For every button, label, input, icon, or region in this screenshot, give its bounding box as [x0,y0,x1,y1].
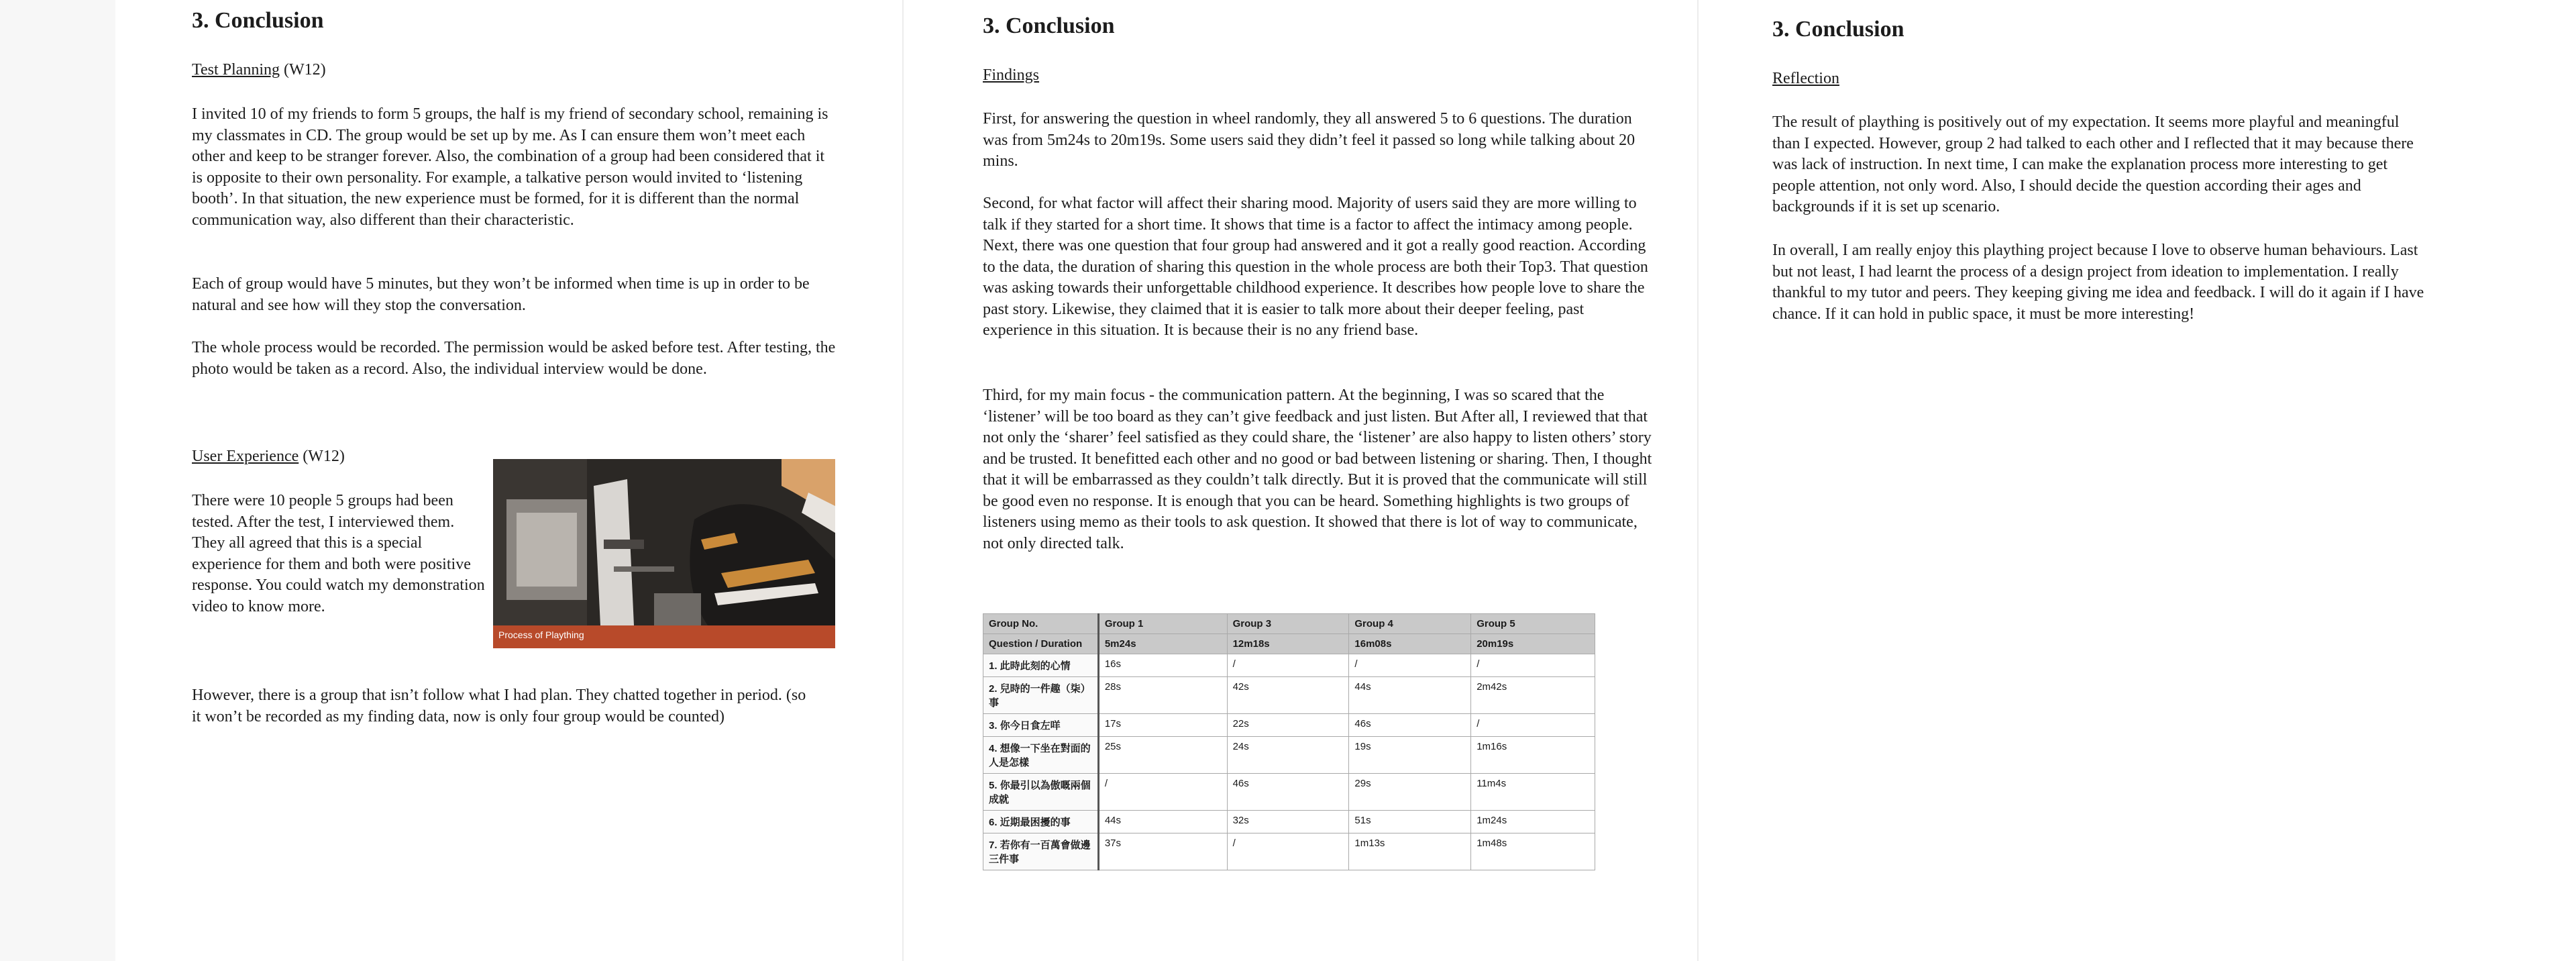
table-header-cell: Group 5 [1471,614,1595,634]
table-question-cell: 2. 兒時的一件趣（柒）事 [983,677,1099,714]
document-page-right [1699,0,2576,961]
table-cell: 51s [1349,811,1471,833]
table-cell: 17s [1098,714,1227,737]
page-title: 3. Conclusion [983,13,1115,38]
table-header-cell: Group 4 [1349,614,1471,634]
photo-caption: Process of Plaything [498,629,584,640]
table-question-cell: 7. 若你有一百萬會做邊三件事 [983,833,1099,870]
paragraph: I invited 10 of my friends to form 5 groups, the half is my friend of secondary school, remaining is my classmates in CD. The group would be set up by me. As I can ensure them won’t meet each other and keep to be stranger forever. Also, the combination of a group had been considered that it is opposite to their own personality. For example, a talkative person would invited to ‘listening booth’. In that situation, the new experience must be formed, for it is different than the normal communication way, also different than their characteristic. [192,105,828,229]
table-header-cell: 5m24s [1098,634,1227,654]
process-photo [493,459,835,648]
section-heading-label: Reflection [1772,70,1839,87]
table-cell: / [1098,774,1227,811]
paragraph: In overall, I am really enjoy this plaything project because I love to observe human behaviours. Last but not least, I had learnt the process of a design project from ideation to implementation. I really thankful to my tutor and peers. They keeping giving me idea and feedback. I will do it again if I have chance. If it can hold in public space, it must be more interesting! [1772,242,2424,323]
table-question-cell: 6. 近期最困擾的事 [983,811,1099,833]
table-row [983,654,1595,677]
table-row [983,714,1595,737]
table-question-cell: 3. 你今日食左咩 [983,714,1099,737]
table-row [983,737,1595,774]
table-cell: / [1227,833,1349,870]
table-header-cell: Group No. [983,614,1099,634]
paragraph: The result of plaything is positively out of my expectation. It seems more playful and meaningful than I expected. However, group 2 had talked to each other and I reflected that it may because there was lack of instruction. In next time, I can make the explanation process more interesting to get people attention, not only word. Also, I should decide the question according their ages and backgrounds if it is set up scenario. [1772,113,2414,215]
document-page-left [0,0,902,961]
paragraph: Each of group would have 5 minutes, but they won’t be informed when time is up in order to be natural and see how will they stop the conversation. [192,275,810,314]
photo-caption-bar [493,625,835,648]
table-cell: 1m13s [1349,833,1471,870]
table-cell: 19s [1349,737,1471,774]
section-heading-label: Findings [983,66,1040,84]
table-cell: 11m4s [1471,774,1595,811]
table-cell: / [1349,654,1471,677]
paragraph: Third, for my main focus - the communication pattern. At the beginning, I was so scared that the ‘listener’ will be too board as they can’t give feedback and just listen. But After all, I reviewed that that not only the ‘sharer’ feel satisfied as they could share, the ‘listener’ are also happy to listen others’ story and be trusted. It benefitted each other and no good or bad between listening or sharing. Then, I thought that it will be embarrassed as they couldn’t talk directly. But it is proved that the communicate will still be good even no response. It is enough that you can be heard. Something highlights is two groups of listeners using memo as their tools to ask question. It showed that there is lot of way to communicate, not only directed talk. [983,387,1652,552]
table-header-cell: Question / Duration [983,634,1099,654]
table-header-cell: 12m18s [1227,634,1349,654]
table-question-cell: 1. 此時此刻的心情 [983,654,1099,677]
section-week: (W12) [303,448,345,465]
photo-illustration [493,459,835,648]
paragraph: First, for answering the question in wheel randomly, they all answered 5 to 6 questions. The duration was from 5m24s to 20m19s. Some users said they didn’t feel it passed so long while talking about 20 mins. [983,110,1635,170]
results-table [983,613,1595,870]
paragraph: Second, for what factor will affect their sharing mood. Majority of users said they are more willing to talk if they started for a short time. It shows that time is a factor to affect the intimacy among people. Next, there was one question that four group had answered and it got a really good reaction. According to the data, the duration of sharing this question in the whole process are both their Top3. That question was asking towards their unforgettable childhood experience. It describes how people love to share the past story. Likewise, they claimed that it is easier to talk more about their deeper feeling, past experience in this situation. It is because their is no any friend base. [983,195,1648,339]
paragraph: There were 10 people 5 groups had been tested. After the test, I interviewed them. They all agreed that this is a special experience for them and both were positive response. You could watch my demonstration video to know more. [192,492,485,615]
section-heading-findings [983,67,1039,83]
table-cell: 22s [1227,714,1349,737]
table-duration-row [983,634,1595,654]
document-page-middle [904,0,1697,961]
page-title: 3. Conclusion [192,8,324,33]
table-cell: 25s [1098,737,1227,774]
table-row [983,774,1595,811]
section-week: (W12) [283,61,326,79]
section-heading-label: Test Planning [192,61,280,79]
table-header-cell: 20m19s [1471,634,1595,654]
section-heading-label: User Experience [192,448,299,465]
table-cell: 44s [1349,677,1471,714]
section-heading-user-experience [192,448,345,464]
section-heading-reflection [1772,70,1839,87]
table-header-cell: Group 1 [1098,614,1227,634]
table-cell: 2m42s [1471,677,1595,714]
table-cell: 29s [1349,774,1471,811]
table-cell: 1m48s [1471,833,1595,870]
table-cell: 24s [1227,737,1349,774]
table-row [983,833,1595,870]
table-row [983,677,1595,714]
table-header-cell: Group 3 [1227,614,1349,634]
table-cell: 1m16s [1471,737,1595,774]
table-cell: / [1471,714,1595,737]
paragraph: However, there is a group that isn’t follow what I had plan. They chatted together in period. (so it won’t be recorded as my finding data, now is only four group would be counted) [192,687,806,725]
table-cell: 42s [1227,677,1349,714]
table-cell: 46s [1349,714,1471,737]
table-cell: 46s [1227,774,1349,811]
section-heading-test-planning [192,62,326,78]
table-cell: 1m24s [1471,811,1595,833]
table-header-row [983,614,1595,634]
table-question-cell: 5. 你最引以為傲嘅兩個成就 [983,774,1099,811]
table-cell: 16s [1098,654,1227,677]
table-cell: 37s [1098,833,1227,870]
table-cell: 44s [1098,811,1227,833]
table-cell: 28s [1098,677,1227,714]
paragraph: The whole process would be recorded. The permission would be asked before test. After testing, the photo would be taken as a record. Also, the individual interview would be done. [192,339,836,378]
table-header-cell: 16m08s [1349,634,1471,654]
table-row [983,811,1595,833]
table-cell: / [1227,654,1349,677]
page-title: 3. Conclusion [1772,17,1904,42]
table-cell: 32s [1227,811,1349,833]
table-cell: / [1471,654,1595,677]
table-question-cell: 4. 想像一下坐在對面的人是怎樣 [983,737,1099,774]
